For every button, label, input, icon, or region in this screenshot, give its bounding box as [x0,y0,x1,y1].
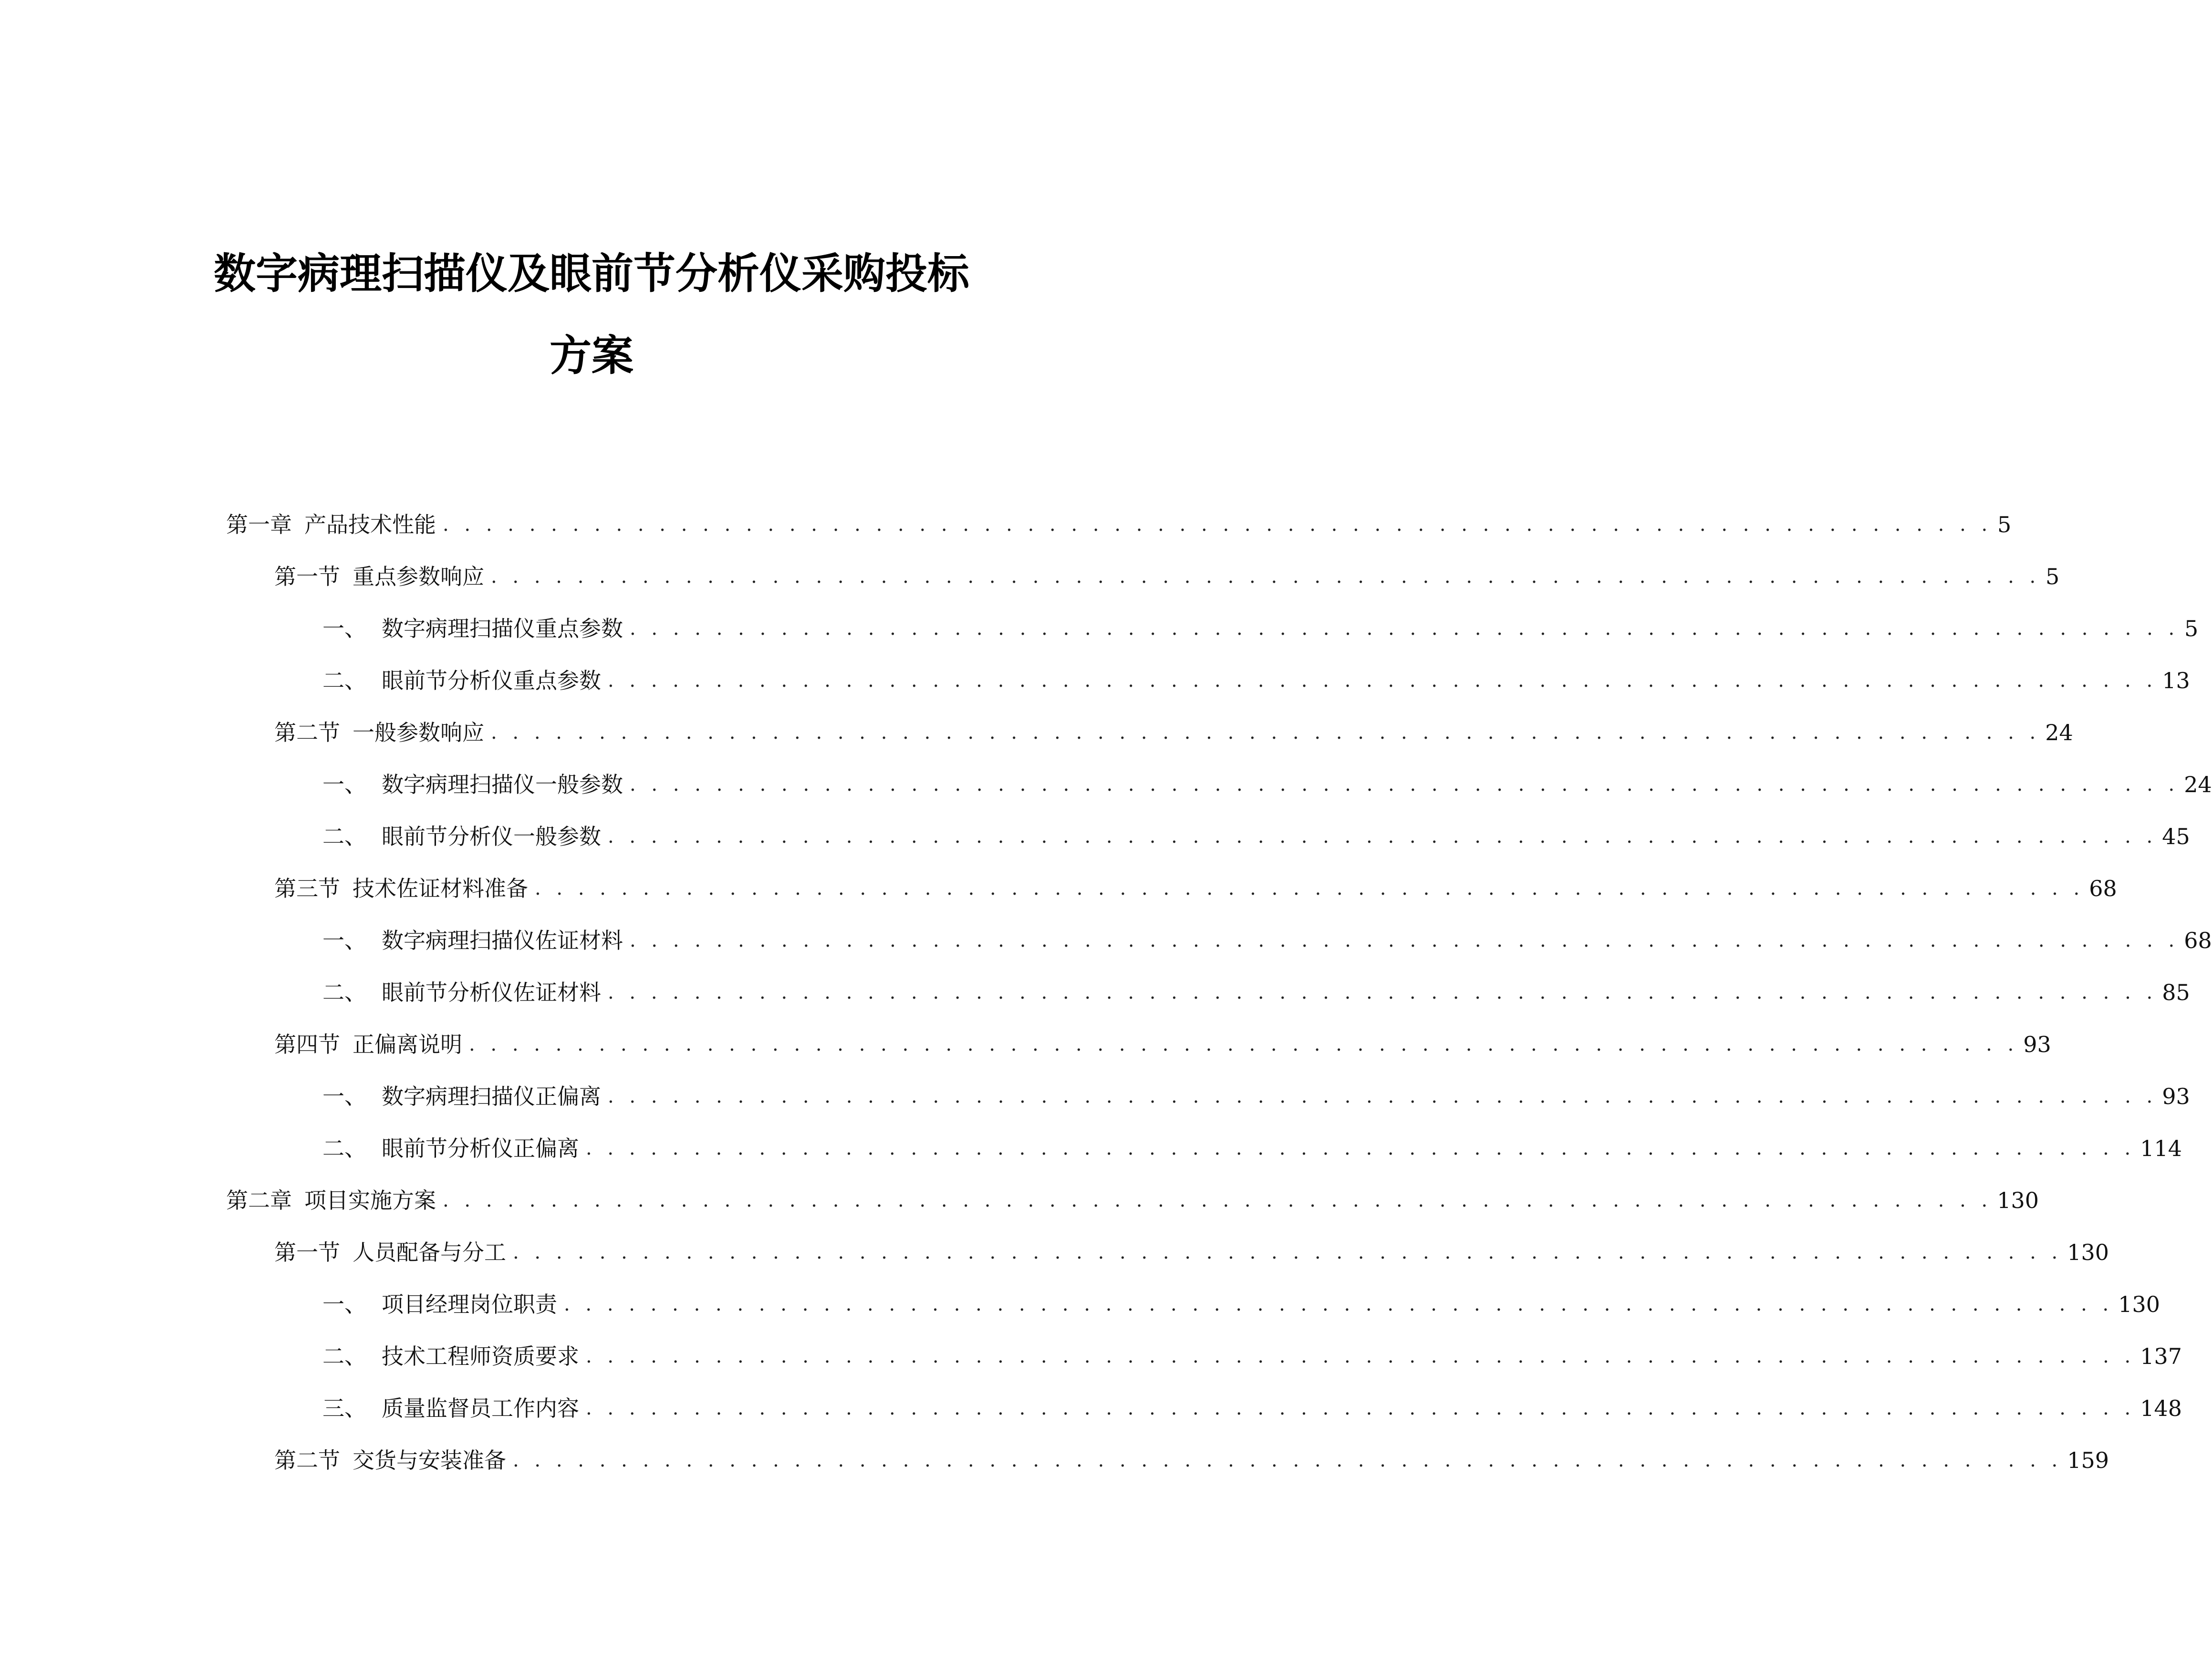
toc-dot-leader: . . . . . . . . . . . . . . . . . . . . . . . . . . . . . . . . . . . . . . . . . . . . . . . . . . . . . . . . . . . . . . . . . . . . . . . . [491,722,2041,744]
toc-entry[interactable] [226,1185,2039,1216]
toc-dot-leader: . . . . . . . . . . . . . . . . . . . . . . . . . . . . . . . . . . . . . . . . . . . . . . . . . . . . . . . . . . . . . . . . . . . . . . . . [535,878,2085,899]
toc-entry-title: 数字病理扫描仪重点参数 [382,616,623,641]
toc-entry-number: 第二节 [274,1447,340,1473]
toc-entry-title: 项目经理岗位职责 [382,1291,557,1317]
toc-entry-page: 159 [2067,1447,2109,1473]
toc-entry[interactable] [322,665,2190,696]
toc-entry[interactable] [274,1029,2051,1060]
toc-entry[interactable] [274,1445,2109,1476]
toc-entry-title: 交货与安装准备 [353,1447,506,1473]
toc-entry[interactable] [274,561,2060,592]
toc-entry-page: 68 [2184,928,2212,953]
toc-entry[interactable] [322,1289,2160,1320]
toc-entry-page: 85 [2162,980,2190,1005]
toc-entry-number: 二、 [322,1343,366,1369]
toc-entry-page: 5 [2045,564,2060,589]
toc-entry-number: 第二章 [226,1188,292,1213]
toc-entry-title: 眼前节分析仪正偏离 [382,1136,579,1161]
toc-dot-leader: . . . . . . . . . . . . . . . . . . . . . . . . . . . . . . . . . . . . . . . . . . . . . . . . . . . . . . . . . . . . . . . . . . . . . . . . [608,670,2158,692]
toc-entry-number: 一、 [322,772,366,797]
toc-entry[interactable] [322,613,2199,644]
toc-entry-title: 技术工程师资质要求 [382,1343,579,1369]
toc-dot-leader: . . . . . . . . . . . . . . . . . . . . . . . . . . . . . . . . . . . . . . . . . . . . . . . . . . . . . . . . . . . . . . . . . . . . . . . . [443,514,1993,536]
toc-entry-title: 一般参数响应 [353,720,484,745]
toc-entry-title: 质量监督员工作内容 [382,1395,579,1421]
toc-entry-number: 一、 [322,928,366,953]
toc-entry-number: 第三节 [274,876,340,901]
toc-entry-title: 正偏离说明 [353,1032,462,1057]
toc-entry[interactable] [322,821,2190,852]
document-title-line-1: 数字病理扫描仪及眼前节分析仪采购投标 [213,249,969,298]
toc-entry[interactable] [322,977,2190,1008]
toc-entry-number: 二、 [322,980,366,1005]
toc-dot-leader: . . . . . . . . . . . . . . . . . . . . . . . . . . . . . . . . . . . . . . . . . . . . . . . . . . . . . . . . . . . . . . . . . . . . . . . . [608,826,2158,847]
document-title-line-2: 方案 [549,331,633,380]
toc-entry-title: 数字病理扫描仪一般参数 [382,772,623,797]
toc-dot-leader: . . . . . . . . . . . . . . . . . . . . . . . . . . . . . . . . . . . . . . . . . . . . . . . . . . . . . . . . . . . . . . . . . . . . . . . . [630,774,2180,795]
toc-entry-page: 68 [2089,876,2117,901]
toc-entry-page: 5 [1997,512,2012,537]
toc-entry-page: 24 [2045,720,2073,745]
toc-entry-number: 第一章 [226,512,292,537]
toc-entry[interactable] [226,509,2012,540]
toc-entry[interactable] [322,1341,2182,1372]
toc-entry-title: 产品技术性能 [304,512,436,537]
toc-entry[interactable] [322,1133,2182,1164]
toc-entry-page: 13 [2162,668,2190,693]
toc-dot-leader: . . . . . . . . . . . . . . . . . . . . . . . . . . . . . . . . . . . . . . . . . . . . . . . . . . . . . . . . . . . . . . . . . . . . . . . . [443,1189,1993,1211]
toc-entry-title: 眼前节分析仪重点参数 [382,668,601,693]
toc-entry-page: 137 [2140,1343,2182,1369]
toc-dot-leader: . . . . . . . . . . . . . . . . . . . . . . . . . . . . . . . . . . . . . . . . . . . . . . . . . . . . . . . . . . . . . . . . . . . . . . . . [564,1293,2114,1315]
toc-dot-leader: . . . . . . . . . . . . . . . . . . . . . . . . . . . . . . . . . . . . . . . . . . . . . . . . . . . . . . . . . . . . . . . . . . . . . . . . [586,1397,2136,1419]
toc-entry-page: 130 [2067,1239,2109,1265]
toc-entry-page: 93 [2162,1084,2190,1109]
toc-entry-page: 148 [2140,1395,2182,1421]
toc-entry-number: 第四节 [274,1032,340,1057]
toc-entry-page: 24 [2184,772,2212,797]
toc-entry[interactable] [322,1081,2190,1112]
toc-entry-title: 数字病理扫描仪佐证材料 [382,928,623,953]
toc-entry[interactable] [322,925,2212,956]
toc-entry-number: 二、 [322,824,366,849]
toc-dot-leader: . . . . . . . . . . . . . . . . . . . . . . . . . . . . . . . . . . . . . . . . . . . . . . . . . . . . . . . . . . . . . . . . . . . . . . . . [608,1085,2158,1107]
toc-dot-leader: . . . . . . . . . . . . . . . . . . . . . . . . . . . . . . . . . . . . . . . . . . . . . . . . . . . . . . . . . . . . . . . . . . . . . . . . [608,981,2158,1003]
toc-entry[interactable] [322,1393,2182,1424]
toc-dot-leader: . . . . . . . . . . . . . . . . . . . . . . . . . . . . . . . . . . . . . . . . . . . . . . . . . . . . . . . . . . . . . . . . . . . . . . . . [513,1449,2063,1471]
toc-entry-number: 第一节 [274,564,340,589]
toc-entry-page: 130 [2118,1291,2160,1317]
toc-entry-title: 眼前节分析仪佐证材料 [382,980,601,1005]
toc-entry-number: 第一节 [274,1239,340,1265]
toc-entry-title: 技术佐证材料准备 [353,876,528,901]
toc-entry-number: 一、 [322,616,366,641]
toc-entry[interactable] [274,717,2073,748]
toc-dot-leader: . . . . . . . . . . . . . . . . . . . . . . . . . . . . . . . . . . . . . . . . . . . . . . . . . . . . . . . . . . . . . . . . . . . . . . . . [586,1137,2136,1159]
toc-entry[interactable] [274,873,2117,904]
toc-dot-leader: . . . . . . . . . . . . . . . . . . . . . . . . . . . . . . . . . . . . . . . . . . . . . . . . . . . . . . . . . . . . . . . . . . . . . . . . [586,1345,2136,1367]
toc-entry-number: 二、 [322,668,366,693]
toc-entry[interactable] [274,1237,2109,1268]
toc-entry-number: 一、 [322,1291,366,1317]
toc-dot-leader: . . . . . . . . . . . . . . . . . . . . . . . . . . . . . . . . . . . . . . . . . . . . . . . . . . . . . . . . . . . . . . . . . . . . . . . . [630,929,2180,951]
toc-entry-page: 114 [2140,1136,2182,1161]
toc-entry-page: 45 [2162,824,2190,849]
toc-entry-title: 人员配备与分工 [353,1239,506,1265]
toc-entry-number: 二、 [322,1136,366,1161]
toc-dot-leader: . . . . . . . . . . . . . . . . . . . . . . . . . . . . . . . . . . . . . . . . . . . . . . . . . . . . . . . . . . . . . . . . . . . . . . . . [491,566,2041,588]
toc-entry-number: 一、 [322,1084,366,1109]
toc-entry[interactable] [322,769,2212,800]
toc-dot-leader: . . . . . . . . . . . . . . . . . . . . . . . . . . . . . . . . . . . . . . . . . . . . . . . . . . . . . . . . . . . . . . . . . . . . . . . . [630,618,2180,640]
toc-dot-leader: . . . . . . . . . . . . . . . . . . . . . . . . . . . . . . . . . . . . . . . . . . . . . . . . . . . . . . . . . . . . . . . . . . . . . . . . [513,1241,2063,1263]
toc-entry-title: 项目实施方案 [304,1188,436,1213]
toc-entry-title: 重点参数响应 [353,564,484,589]
toc-entry-number: 第二节 [274,720,340,745]
toc-entry-page: 5 [2184,616,2199,641]
toc-entry-number: 三、 [322,1395,366,1421]
toc-dot-leader: . . . . . . . . . . . . . . . . . . . . . . . . . . . . . . . . . . . . . . . . . . . . . . . . . . . . . . . . . . . . . . . . . . . . . . . . [469,1033,2019,1055]
toc-entry-page: 130 [1997,1188,2039,1213]
toc-entry-title: 数字病理扫描仪正偏离 [382,1084,601,1109]
toc-entry-page: 93 [2023,1032,2051,1057]
toc-entry-title: 眼前节分析仪一般参数 [382,824,601,849]
